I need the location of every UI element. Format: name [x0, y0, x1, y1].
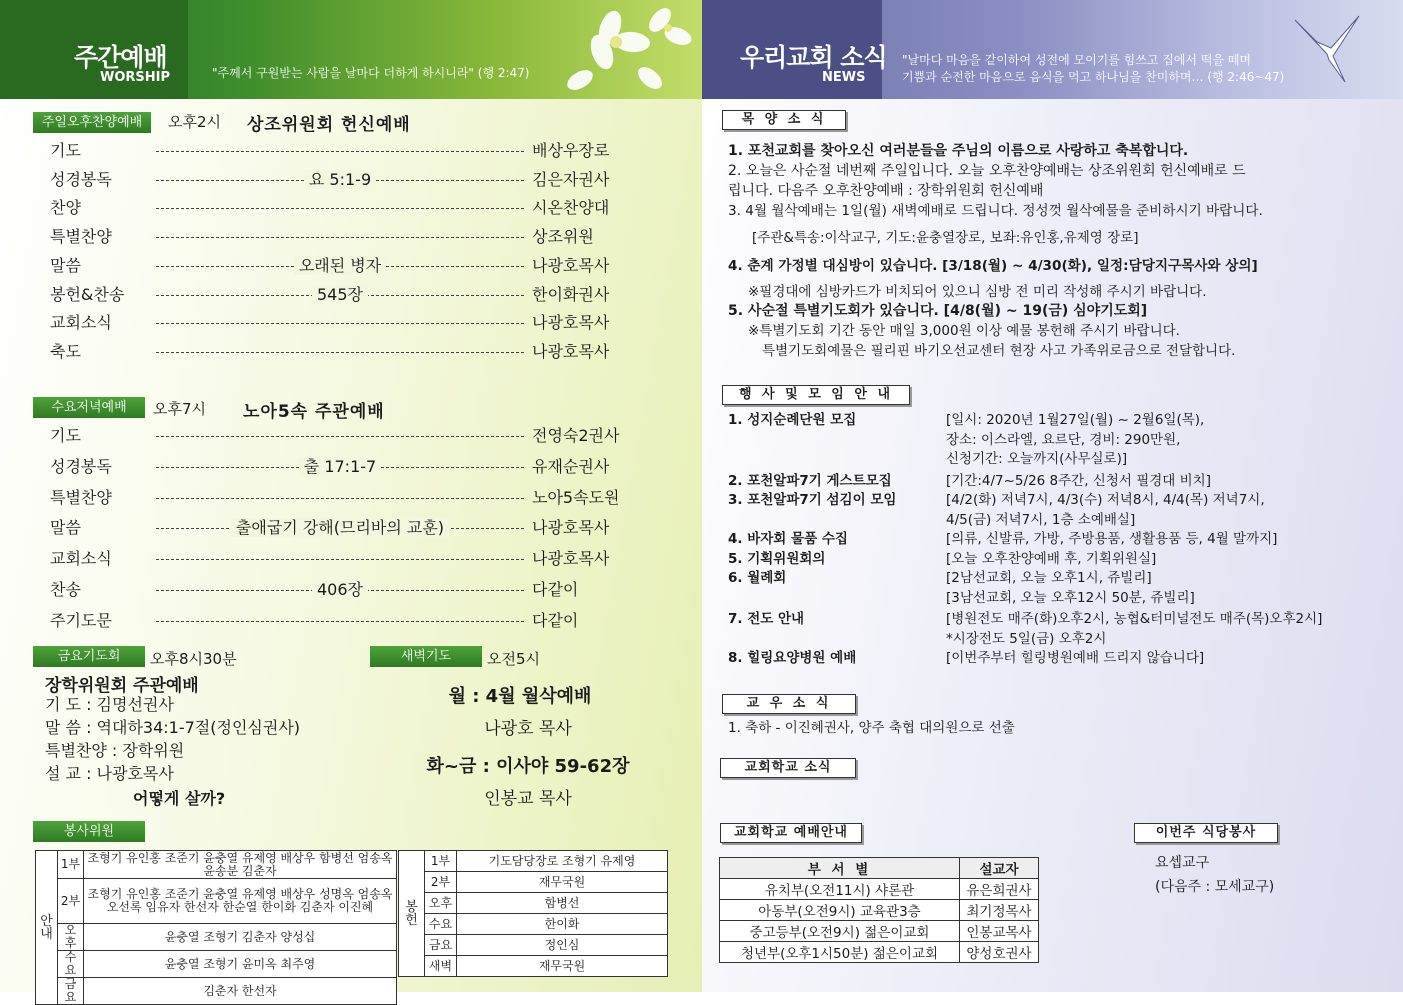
pastoral-line: ※필경대에 심방카드가 비치되어 있으니 심방 전 미리 작성해 주시기 바랍니다. — [748, 284, 1207, 300]
guide-names: 윤충열 조형기 윤미옥 최주영 — [84, 951, 397, 978]
event-detail: 4/5(금) 저녁7시, 1층 소예배실] — [946, 511, 1136, 528]
order-detail — [156, 578, 524, 602]
dotted-leader — [156, 352, 524, 353]
wednesday-time: 오후7시 — [153, 400, 207, 418]
order-person: 노아5속도원 — [532, 487, 620, 507]
event-title: 1. 성지순례단원 모집 — [728, 412, 857, 428]
meal-header: 이번주 식당봉사 — [1134, 823, 1278, 843]
dotted-leader — [156, 436, 524, 437]
order-person: 다같이 — [532, 610, 579, 630]
parish-line: 1. 축하 - 이진혜권사, 양주 축협 대의원으로 선출 — [728, 720, 1015, 736]
order-row — [50, 311, 658, 335]
event-detail: [4/2(화) 저녁7시, 4/3(수) 저녁8시, 4/4(목) 저녁7시, — [946, 492, 1265, 508]
order-person: 나광호목사 — [532, 255, 610, 275]
order-row — [50, 283, 658, 307]
order-person: 나광호목사 — [532, 518, 610, 538]
order-person: 나광호목사 — [532, 549, 610, 569]
school-dept: 중고등부(오전9시) 젊은이교회 — [720, 921, 960, 942]
order-row — [50, 455, 658, 479]
order-row — [50, 424, 658, 448]
order-row — [50, 609, 658, 633]
dotted-leader — [156, 237, 524, 238]
order-row — [50, 139, 658, 163]
dawn-monday: 월 : 4월 월삭예배 — [448, 686, 592, 707]
school-teacher: 최기정목사 — [960, 900, 1039, 921]
guide-part: 2부 — [58, 879, 84, 924]
school-dept: 청년부(오후1시50분) 젊은이교회 — [720, 942, 960, 963]
event-title: 6. 월례회 — [728, 570, 787, 586]
order-detail — [156, 283, 524, 307]
parish-header: 교 우 소 식 — [722, 694, 856, 714]
bird-icon — [1287, 12, 1367, 87]
offering-part: 새벽 — [425, 956, 457, 977]
order-detail — [156, 168, 524, 192]
dotted-leader — [156, 208, 524, 209]
order-item: 말씀 — [50, 255, 81, 275]
meal-line1: 요셉교구 — [1155, 855, 1210, 871]
news-header — [702, 0, 1403, 99]
order-person: 나광호목사 — [532, 341, 610, 361]
order-row — [50, 196, 658, 220]
order-item: 특별찬양 — [50, 487, 112, 507]
offering-names: 재무국원 — [457, 872, 668, 893]
school-dept: 유치부(오전11시) 샤론관 — [720, 879, 960, 900]
event-title: 5. 기획위원회의 — [728, 550, 826, 567]
school-col-teacher: 설교자 — [960, 858, 1039, 879]
offering-names: 기도담당장로 조형기 유제영 — [457, 851, 668, 872]
wednesday-label: 수요저녁예배 — [33, 397, 145, 418]
offering-names: 한이화 — [457, 914, 668, 935]
dawn-time: 오전5시 — [487, 650, 541, 668]
order-item: 말씀 — [50, 518, 81, 538]
guide-label: 안내 — [36, 851, 58, 1005]
order-detail-text: 406장 — [312, 580, 368, 599]
news-verse-line2: 기쁨과 순전한 마음으로 음식을 먹고 하나님을 찬미하며… (행 2:46~47) — [902, 70, 1285, 84]
order-row — [50, 486, 658, 510]
pastoral-line: 특별기도회예물은 필리핀 바기오선교센터 현장 사고 가족위로금으로 전달합니다. — [762, 343, 1236, 359]
order-detail — [156, 455, 524, 479]
sunday-label: 주일오후찬양예배 — [33, 112, 151, 133]
order-item: 교회소식 — [50, 313, 112, 333]
dotted-leader — [156, 151, 524, 152]
event-title: 2. 포천알파7기 게스트모집 — [728, 472, 892, 489]
dotted-leader — [156, 498, 524, 499]
friday-label: 금요기도회 — [33, 646, 145, 667]
order-detail-text: 요 5:1-9 — [304, 170, 376, 189]
guide-names: 윤충열 조형기 김춘자 양성십 — [84, 924, 397, 951]
order-detail-text: 출애굽기 강해(므리바의 교훈) — [231, 518, 449, 537]
worship-verse: "주께서 구원받는 사람을 날마다 더하게 하시니라" (행 2:47) — [212, 66, 530, 80]
school-col-dept: 부 서 별 — [720, 858, 960, 879]
pastoral-line: [주관&특송:이삭교구, 기도:윤충열장로, 보좌:유인홍,유제영 장로] — [752, 230, 1139, 246]
order-item: 찬양 — [50, 198, 81, 218]
order-person: 상조위원 — [532, 227, 594, 247]
event-detail: [병원전도 매주(화)오후2시, 농협&터미널전도 매주(목)오후2시] — [946, 611, 1323, 627]
offering-part: 2부 — [425, 872, 457, 893]
order-row — [50, 340, 658, 364]
friday-line: 말 씀 : 역대하34:1-7절(정인심권사) — [45, 718, 301, 737]
order-row — [50, 254, 658, 278]
order-row — [50, 225, 658, 249]
guide-table — [35, 850, 397, 1005]
pastoral-line: 2. 오늘은 사순절 네번째 주일입니다. 오늘 오후찬양예배는 상조위원회 헌신예배로 드 — [728, 163, 1246, 179]
school-dept: 아동부(오전9시) 교육관3층 — [720, 900, 960, 921]
dotted-leader — [156, 621, 524, 622]
order-detail-text: 오래된 병자 — [294, 256, 386, 275]
order-item: 찬송 — [50, 580, 81, 599]
order-person: 시온찬양대 — [532, 198, 610, 218]
event-title: 3. 포천알파7기 섬김이 모임 — [728, 492, 897, 508]
dotted-leader — [156, 323, 524, 324]
meal-line2: (다음주 : 모세교구) — [1155, 879, 1275, 895]
pastoral-line: 1. 포천교회를 찾아오신 여러분들을 주님의 이름으로 사랑하고 축복합니다. — [728, 143, 1189, 159]
pastoral-header: 목 양 소 식 — [722, 110, 846, 130]
pastoral-line: 4. 춘계 가정별 대심방이 있습니다. [3/18(월) ~ 4/30(화), 일정:담당지구목사와 상의] — [728, 258, 1258, 274]
event-title: 7. 전도 안내 — [728, 611, 805, 627]
event-detail: [3남선교회, 오늘 오후12시 50분, 쥬빌리] — [946, 589, 1195, 606]
order-row — [50, 578, 658, 602]
event-title: 4. 바자회 물품 수집 — [728, 531, 848, 547]
guide-names: 조형기 유인홍 조준기 윤충열 유제영 배상우 성명옥 엄송옥 오선록 임유자 한선자 한순열 한이화 김춘자 이진혜 — [84, 879, 397, 924]
guide-part: 수요 — [58, 951, 84, 978]
order-person: 한이화권사 — [532, 284, 610, 304]
event-detail: [오늘 오후찬양예배 후, 기획위원실] — [946, 550, 1157, 567]
offering-part: 수요 — [425, 914, 457, 935]
order-person: 김은자권사 — [532, 169, 610, 189]
order-detail-text: 545장 — [312, 285, 368, 304]
sunday-time: 오후2시 — [168, 113, 222, 131]
order-item: 기도 — [50, 141, 81, 160]
guide-part: 오후 — [58, 924, 84, 951]
order-item: 봉헌&찬송 — [50, 284, 125, 304]
sunday-title: 상조위원회 헌신예배 — [247, 115, 411, 135]
school-teacher: 유은희권사 — [960, 879, 1039, 900]
friday-line: 설 교 : 나광호목사 — [45, 764, 174, 783]
order-person: 다같이 — [532, 580, 579, 599]
school-teacher: 양성호권사 — [960, 942, 1039, 963]
guide-part: 금요 — [58, 978, 84, 1005]
wednesday-title: 노아5속 주관예배 — [243, 402, 385, 422]
events-header: 행 사 및 모 임 안 내 — [722, 385, 910, 405]
friday-sermon-title: 어떻게 살까? — [133, 789, 226, 808]
order-item: 기도 — [50, 426, 81, 445]
offering-names: 함병선 — [457, 893, 668, 914]
event-detail: 신청기간: 오늘까지(사무실로)] — [946, 451, 1128, 467]
pastoral-line: 3. 4월 월삭예배는 1일(월) 새벽예배로 드립니다. 정성껏 월삭예물을 준비하시기 바랍니다. — [728, 203, 1263, 219]
event-title: 8. 힐링요양병원 예배 — [728, 650, 857, 666]
dawn-weekdays-pastor: 인봉교 목사 — [484, 789, 572, 809]
school-header: 교회학교 소식 — [720, 758, 856, 778]
event-detail: [이번주부터 힐링병원예배 드리지 않습니다] — [946, 650, 1205, 666]
friday-time: 오후8시30분 — [150, 650, 237, 668]
guide-names: 김춘자 한선자 — [84, 978, 397, 1005]
friday-line: 특별찬양 : 장학위원 — [45, 741, 185, 760]
pastoral-line: 립니다. 다음주 오후찬양예배 : 장학위원회 헌신예배 — [728, 183, 1044, 199]
pastoral-line: ※특별기도회 기간 동안 매일 3,000원 이상 예물 봉헌해 주시기 바랍니다. — [748, 323, 1180, 339]
order-item: 축도 — [50, 341, 81, 361]
worship-title: 주간예배 — [74, 43, 167, 72]
event-detail: [의류, 신발류, 가방, 주방용품, 생활용품 등, 4월 말까지] — [946, 531, 1278, 547]
offering-table — [398, 850, 668, 977]
worship-subtitle: WORSHIP — [100, 70, 171, 85]
dawn-monday-pastor: 나광호 목사 — [484, 719, 572, 739]
order-person: 나광호목사 — [532, 313, 610, 333]
worship-header — [0, 0, 702, 99]
friday-line: 기 도 : 김명선권사 — [45, 695, 174, 714]
event-detail: 장소: 이스라엘, 요르단, 경비: 290만원, — [946, 431, 1181, 448]
offering-names: 정인심 — [457, 935, 668, 956]
order-row — [50, 547, 658, 571]
dotted-leader — [156, 559, 524, 560]
offering-part: 오후 — [425, 893, 457, 914]
dawn-label: 새벽기도 — [370, 646, 482, 667]
offering-label: 봉헌 — [399, 851, 425, 977]
event-detail: [기간:4/7~5/26 8주간, 신청서 필경대 비치] — [946, 472, 1211, 489]
event-detail: [2남선교회, 오늘 오후1시, 쥬빌리] — [946, 570, 1152, 586]
event-detail: [일시: 2020년 1월27일(월) ~ 2월6일(목), — [946, 412, 1205, 428]
school-table — [719, 857, 1039, 963]
order-item: 성경봉독 — [50, 456, 112, 476]
order-item: 특별찬양 — [50, 227, 112, 247]
news-verse-line1: "날마다 마음을 같이하여 성전에 모이기를 힘쓰고 집에서 떡을 떼며 — [902, 53, 1252, 67]
offering-part: 1부 — [425, 851, 457, 872]
order-item: 주기도문 — [50, 610, 112, 630]
pastoral-line: 5. 사순절 특별기도회가 있습니다. [4/8(월) ~ 19(금) 심야기도회] — [728, 303, 1148, 319]
guide-names: 조형기 유인홍 조준기 윤충열 유제영 배상우 함병선 엄송옥 윤송분 김춘자 — [84, 851, 397, 879]
volunteers-label: 봉사위원 — [33, 821, 145, 842]
friday-title: 장학위원회 주관예배 — [45, 676, 199, 696]
offering-part: 금요 — [425, 935, 457, 956]
order-detail-text: 출 17:1-7 — [299, 457, 381, 476]
news-subtitle: NEWS — [822, 70, 866, 85]
order-detail — [156, 254, 524, 278]
school-worship-header: 교회학교 예배안내 — [720, 823, 862, 843]
order-person: 배상우장로 — [532, 141, 610, 160]
news-title: 우리교회 소식 — [740, 43, 887, 72]
school-teacher: 인봉교목사 — [960, 921, 1039, 942]
order-detail — [156, 516, 524, 540]
dawn-weekdays: 화~금 : 이사야 59-62장 — [426, 756, 630, 777]
order-person: 전영숙2권사 — [532, 426, 620, 445]
guide-part: 1부 — [58, 851, 84, 879]
order-row — [50, 168, 658, 192]
order-item: 성경봉독 — [50, 169, 112, 189]
event-detail: *시장전도 5일(금) 오후2시 — [946, 630, 1107, 647]
offering-names: 재무국원 — [457, 956, 668, 977]
flower-icon — [540, 0, 702, 99]
order-item: 교회소식 — [50, 549, 112, 569]
order-person: 유재순권사 — [532, 456, 610, 476]
order-row — [50, 516, 658, 540]
